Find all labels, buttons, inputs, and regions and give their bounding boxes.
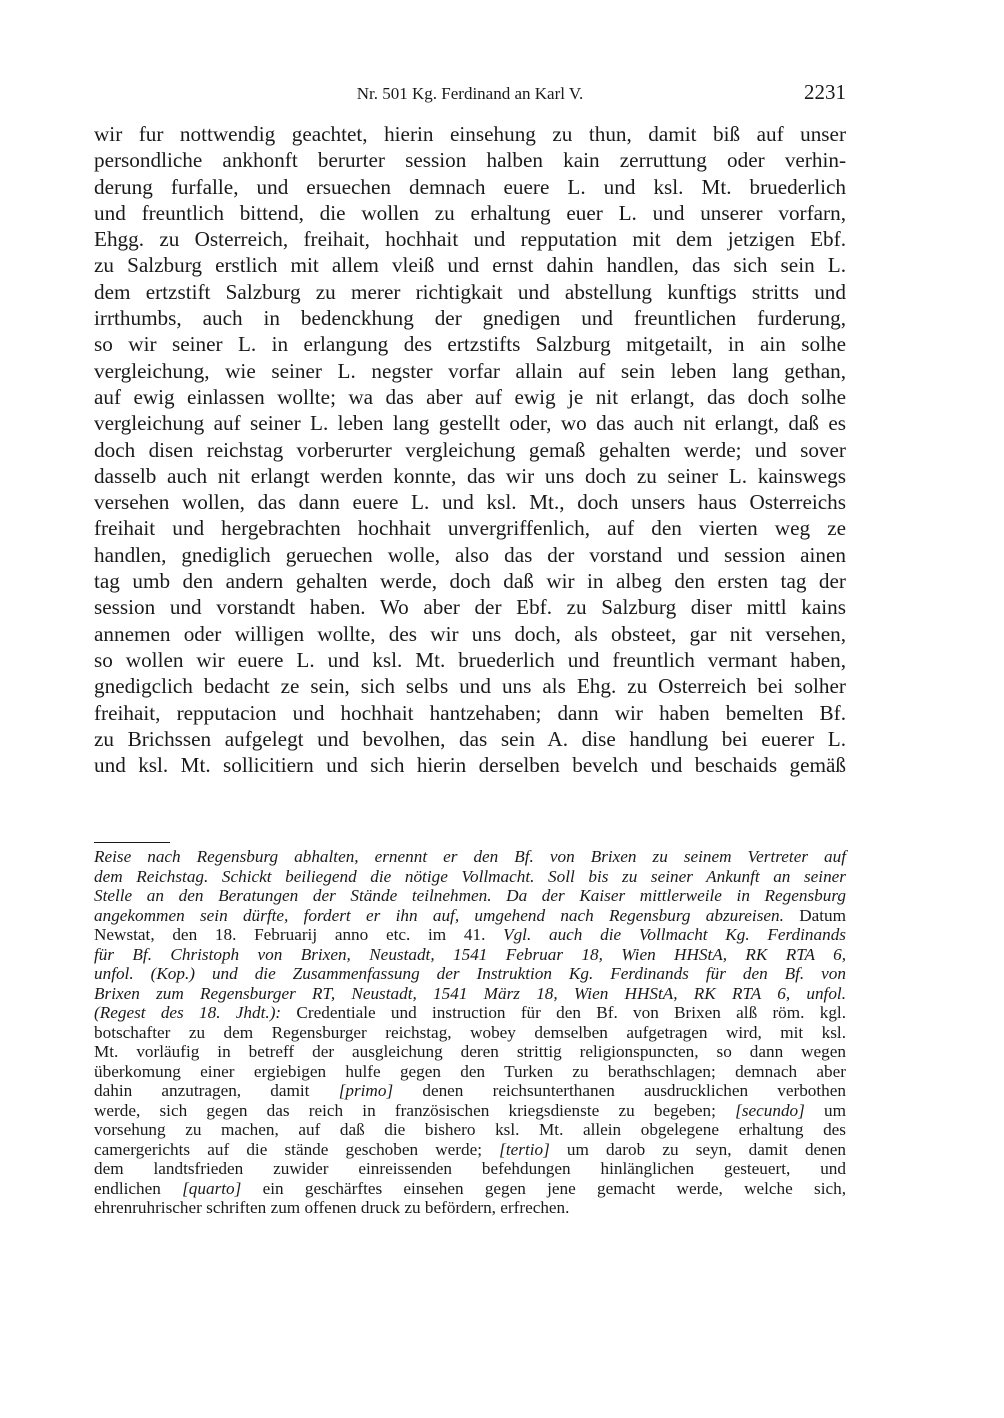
footnote-line: botschafter zu dem Regensburger reichstag, wobey demselben aufgetragen wird, mit ksl. [94,1022,846,1042]
header-title: Nr. 501 Kg. Ferdinand an Karl V. [356,84,584,103]
text-line: doch disen reichstag vorberurter vergleichung gemaß gehalten werde; und sover [94,437,846,462]
footnote-line: Brixen zum Regensburger RT, Neustadt, 1541 März 18, Wien HHStA, RK RTA 6, unfol. [94,983,846,1003]
footnote-italic: Vgl. auch die Vollmacht Kg. Ferdinands [503,925,846,944]
footnote-roman: dahin anzutragen, damit [94,1081,339,1100]
running-header [94,80,846,110]
footnote-line: dem Reichstag. Schickt beiliegend die nötige Vollmacht. Soll bis zu seiner Ankunft an seiner [94,866,846,886]
footnote-italic: [tertio] [499,1139,550,1159]
footnote-line: für Bf. Christoph von Brixen, Neustadt, 1541 Februar 18, Wien HHStA, RK RTA 6, [94,944,846,964]
footnote-line [94,906,846,926]
footnote-roman: Newstat, den 18. Februarij anno etc. im 41. [94,925,504,944]
main-text [94,121,846,778]
page-number: 2231 [804,80,846,104]
text-line: dasselb auch nit erlangt werden konnte, das wir uns doch zu seiner L. kainswegs [94,463,846,488]
text-line: vergleichung auf seiner L. leben lang gestellt oder, wo das auch nit erlangt, daß es [94,411,846,436]
footnote-line: ehrenruhrischer schriften zum offenen druck zu befördern, erfrechen. [94,1198,570,1217]
footnote-roman: ein geschärftes einsehen gegen jene gemacht werde, welche sich, [241,1178,847,1198]
footnote-italic: (Regest des 18. Jhdt.): [94,1003,282,1022]
footnote-line: vorsehung zu machen, auf daß die bishero ksl. Mt. allein obgelegene erhaltung des [94,1120,846,1139]
text-line: gnedigclich bedacht ze sein, sich selbs und uns als Ehg. zu Osterreich bei solher [94,674,846,699]
footnote-line [94,1081,846,1101]
text-line: annemen oder willigen wollte, des wir uns doch, als obsteet, gar nit versehen, [94,621,846,646]
text-line: vergleichung, wie seiner L. negster vorfar allain auf sein leben lang gethan, [94,358,846,383]
text-line: und freuntlich bittend, die wollen zu erhaltung euer L. und unserer vorfarn, [94,200,846,225]
text-line: derung furfalle, und ersuechen demnach euere L. und ksl. Mt. bruederlich [94,174,846,199]
footnote-line: Mt. vorläufig in betreff der ausgleichung deren strittig religionspuncten, so dann wegen [94,1042,846,1061]
footnote-roman: denen reichsunterthanen ausdrucklichen verbothen [393,1081,846,1100]
text-line: freihait, repputacion und hochhait hantzehaben; dann wir haben bemelten Bf. [94,700,846,725]
text-line: dem ertzstift Salzburg zu merer richtigkait und abstellung kunftigs stritts und [94,279,846,304]
text-line: freihait und hergebrachten hochhait unvergriffenlich, auf den vierten weg ze [94,516,846,541]
footnote-line: Reise nach Regensburg abhalten, ernennt er den Bf. von Brixen zu seinem Vertreter auf [94,847,846,866]
text-line: und ksl. Mt. sollicitiern und sich hierin derselben bevelch und beschaids gemäß [94,753,846,778]
footnote [94,847,846,1218]
footnote-line [94,1140,846,1160]
footnote-roman: um darob zu seyn, damit denen [549,1139,846,1159]
text-line: Ehgg. zu Osterreich, freihait, hochhait und repputation mit dem jetzigen Ebf. [94,227,846,252]
footnote-roman: werde, sich gegen das reich in französischen kriegsdienste zu begeben; [94,1100,736,1120]
text-line: wir fur nottwendig geachtet, hierin einsehung zu thun, damit biß auf unser [94,122,846,146]
footnote-line [94,1101,846,1121]
text-line: session und vorstandt haben. Wo aber der Ebf. zu Salzburg diser mittl kains [94,595,846,620]
text-line: zu Brichssen aufgelegt und bevolhen, das sein A. dise handlung bei euerer L. [94,726,846,751]
footnote-roman: Datum [783,905,846,925]
footnote-italic: angekommen sein dürfte, fordert er ihn auf, umgehend nach Regensburg abzureisen. [94,905,784,925]
footnote-rule [94,842,170,843]
footnote-line [94,925,846,945]
text-line: so wollen wir euere L. und ksl. Mt. bruederlich und freuntlich vermant haben, [94,647,846,672]
footnote-line: Stelle an den Beratungen der Stände teilnehmen. Da der Kaiser mittlerweile in Regensburg [94,886,846,905]
footnote-line: unfol. (Kop.) und die Zusammenfassung der Instruktion Kg. Ferdinands für den Bf. von [94,964,846,983]
footnote-roman: um [804,1100,846,1120]
text-line: persondliche ankhonft berurter session halben kain zerruttung oder verhin- [94,148,846,173]
text-line: irrthumbs, auch in bedenckhung der gnedigen und freuntlichen furderung, [94,306,846,331]
text-line: so wir seiner L. in erlangung des ertzstifts Salzburg mitgetailt, in ain solhe [94,332,846,357]
text-line: versehen wollen, das dann euere L. und ksl. Mt., doch unsers haus Osterreichs [94,490,846,515]
footnote-roman: Credentiale und instruction für den Bf. von Brixen alß röm. kgl. [281,1003,846,1022]
footnote-roman: camergerichts auf die stände geschoben werde; [94,1139,500,1159]
footnote-line [94,1003,846,1023]
footnote-line: dem landtsfrieden zuwider einreissenden befehdungen hinlänglichen gesteuert, und [94,1159,846,1178]
text-line: auf ewig einlassen wollte; wa das aber auf ewig je nit erlangt, das doch solhe [94,384,846,409]
text-line: tag umb den andern gehalten werde, doch daß wir in albeg den ersten tag der [94,569,846,594]
footnote-line: überkomung einer ergiebigen hulfe gegen den Turken zu berathschlagen; demnach aber [94,1061,846,1081]
text-line: handlen, gnediglich geruechen wolle, also das der vorstand und session ainen [94,542,846,567]
footnote-line [94,1179,846,1199]
footnote-italic: [primo] [338,1081,394,1100]
footnote-italic: [secundo] [735,1100,805,1120]
text-line: zu Salzburg erstlich mit allem vleiß und ernst dahin handlen, das sich sein L. [94,253,846,278]
footnote-italic: [quarto] [182,1178,242,1198]
footnote-roman: endlichen [94,1178,183,1198]
